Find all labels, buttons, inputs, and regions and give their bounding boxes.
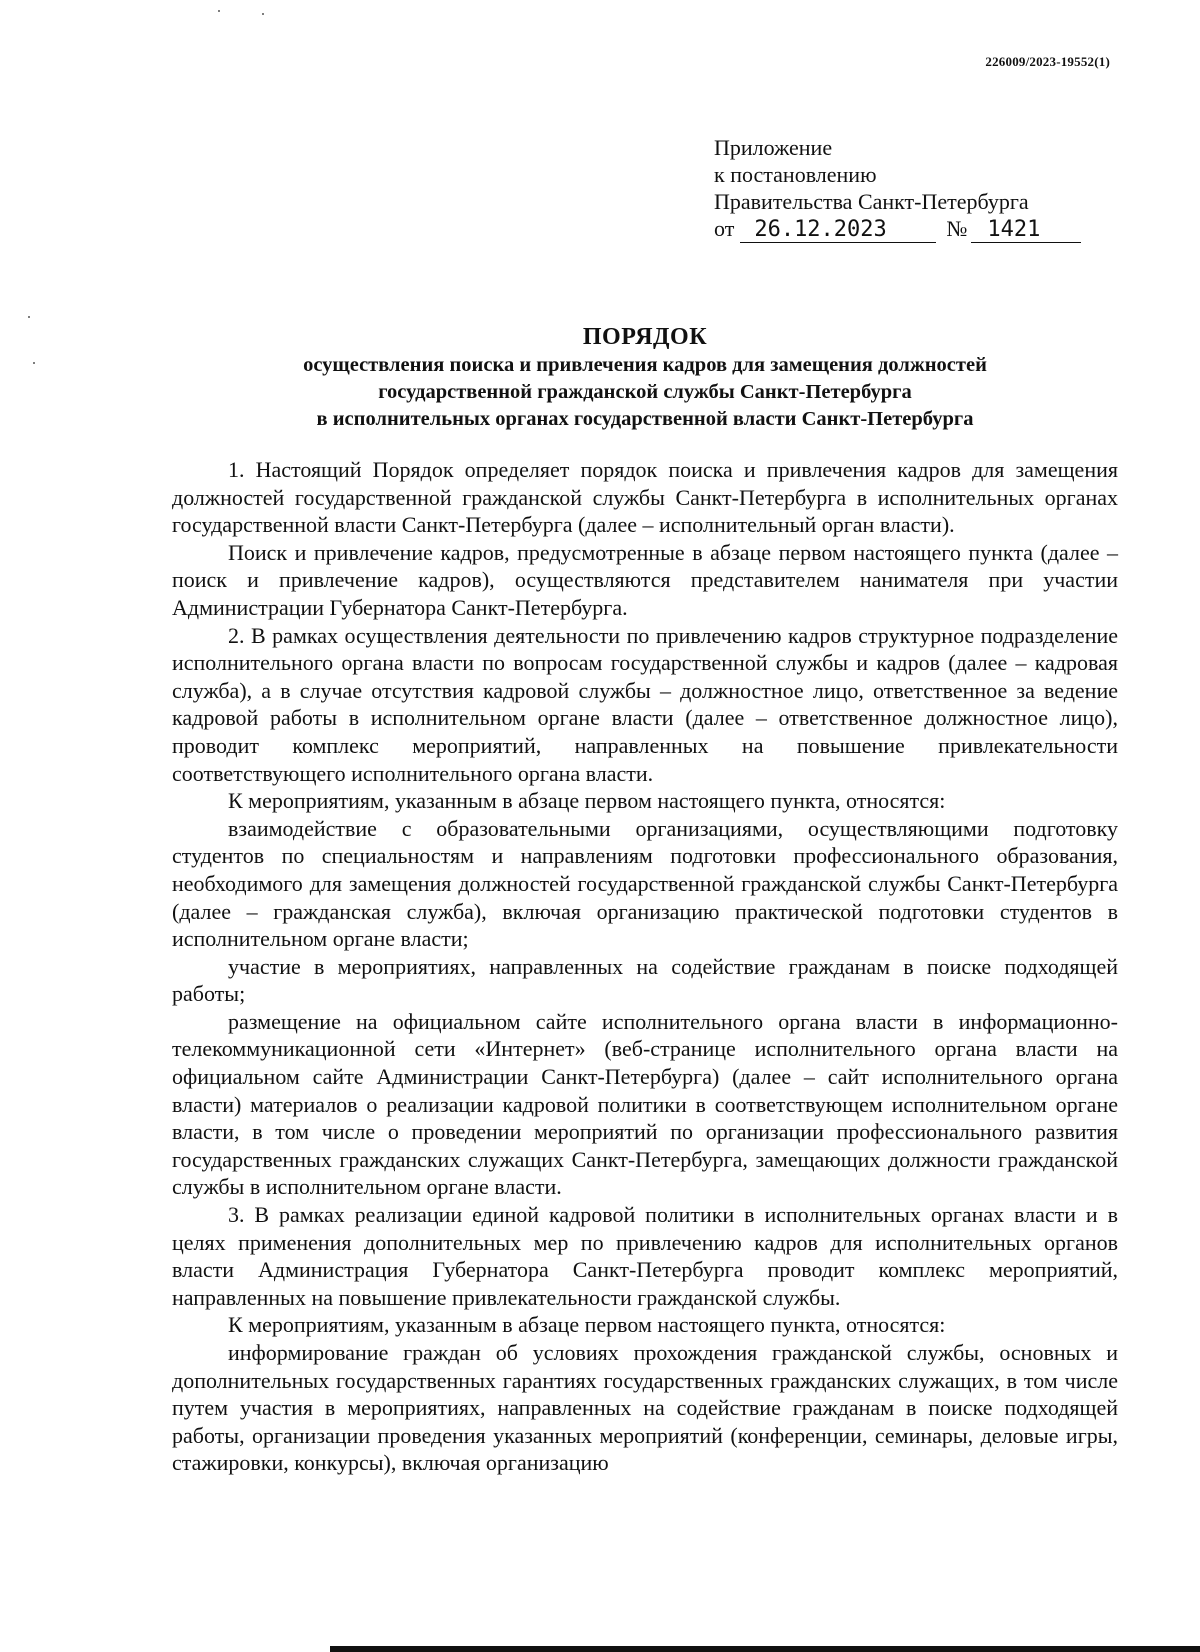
title-line-2: государственной гражданской службы Санкт-Петербурга [378,381,912,403]
paragraph: К мероприятиям, указанным в абзаце первом настоящего пункта, относятся: [228,788,946,814]
approval-line-1: Приложение [714,135,833,160]
document-body [172,456,1118,1477]
paragraph: 3. В рамках реализации единой кадровой политики в исполнительных органах власти и в целях применения дополнительных мер по привлечению кадров для исполнительных органов власти Администрация Губернатора Санкт-Петербурга проводит комплекс мероприятий, направленных на повышение привлекательности гражданской службы. [172,1202,1118,1310]
paragraph: размещение на официальном сайте исполнительного органа власти в информационно-телекоммуникационной сети «Интернет» (веб-странице исполнительного органа власти на официальном сайте Администрации Санкт-Петербурга) (далее – сайт исполнительного органа власти) материалов о реализации кадровой политики в соответствующем исполнительном органе власти, в том числе о проведении мероприятий по организации профессионального развития государственных гражданских служащих Санкт-Петербурга, замещающих должности гражданской службы в исполнительном органе власти. [172,1008,1118,1200]
decree-number: 1421 [971,218,1081,243]
paragraph: информирование граждан об условиях прохождения гражданской службы, основных и дополнительных государственных гарантиях государственных гражданских служащих, в том числе путем участия в мероприятиях, направленных на содействие гражданам в поиске подходящей работы, организации проведения указанных мероприятий (конференции, семинары, деловые игры, стажировки, конкурсы), включая организацию [172,1340,1118,1476]
document-title [172,322,1118,433]
scan-speck [28,316,30,318]
from-label: от [714,216,735,241]
scan-bottom-edge [330,1646,1200,1652]
paragraph: К мероприятиям, указанным в абзаце первом настоящего пункта, относятся: [228,1312,946,1338]
paragraph: взаимодействие с образовательными организациями, осуществляющими подготовку студентов по специальностям и направлениям подготовки профессионального образования, необходимого для замещения должностей государственной гражданской службы Санкт-Петербурга (далее – гражданская служба), включая организацию практической подготовки студентов в исполнительном органе власти; [172,815,1118,952]
approval-date-line [714,215,1081,243]
decree-date: 26.12.2023 [740,218,936,243]
approval-line-3: Правительства Санкт-Петербурга [714,189,1029,214]
paragraph: 2. В рамках осуществления деятельности по привлечению кадров структурное подразделение исполнительного органа власти по вопросам государственной службы и кадров (далее – кадровая служба), а в случае отсутствия кадровой службы – должностное лицо, ответственное за ведение кадровой работы в исполнительном органе власти (далее – ответственное должностное лицо), проводит комплекс мероприятий, направленных на повышение привлекательности соответствующего исполнительного органа власти. [172,622,1118,786]
scan-speck [262,13,264,15]
paragraph: 1. Настоящий Порядок определяет порядок поиска и привлечения кадров для замещения должностей государственной гражданской службы Санкт-Петербурга в исполнительных органах государственной власти Санкт-Петербурга (далее – исполнительный орган власти). [172,457,1118,538]
approval-block [714,134,1081,243]
document-registration-number: 226009/2023-19552(1) [985,54,1110,69]
title-main: ПОРЯДОК [582,324,708,350]
scan-speck [218,10,220,12]
paragraph: участие в мероприятиях, направленных на содействие гражданам в поиске подходящей работы; [172,953,1118,1007]
number-label: № [946,216,968,241]
approval-line-2: к постановлению [714,162,877,187]
title-line-1: осуществления поиска и привлечения кадров для замещения должностей [303,354,987,376]
title-line-3: в исполнительных органах государственной власти Санкт-Петербурга [316,408,974,430]
scan-speck [33,362,35,364]
paragraph: Поиск и привлечение кадров, предусмотренные в абзаце первом настоящего пункта (далее – поиск и привлечение кадров), осуществляются представителем нанимателя при участии Администрации Губернатора Санкт-Петербурга. [172,539,1118,620]
